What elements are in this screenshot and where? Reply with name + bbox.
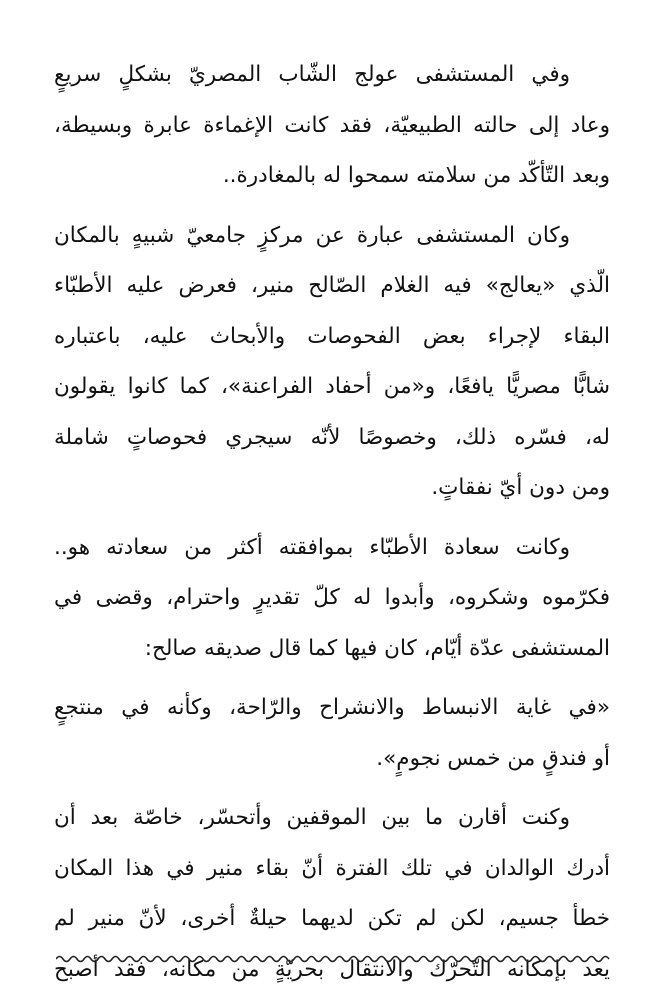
text-line: فكرّموه وشكروه، وأبدوا له كلّ تقديرٍ واحترام، وقضى في xyxy=(54,585,610,610)
text-line: المستشفى عدّة أيّام، كان فيها كما قال صديقه صالح: xyxy=(144,635,610,661)
page-body xyxy=(54,50,610,1004)
text-line: خطأ جسيم، لكن لم تكن لديهما حيلةٌ أخرى، لأنّ منير لم xyxy=(54,906,610,931)
paragraph-2 xyxy=(54,211,610,514)
text-line: أو فندقٍ من خمس نجومٍ». xyxy=(376,745,610,771)
text-line: شابًّا مصريًّا يافعًا، و«من أحفاد الفراعنة»، كما كانوا يقولون xyxy=(54,374,610,399)
paragraph-4-quote xyxy=(54,683,610,784)
paragraph-3 xyxy=(54,523,610,675)
text-line: وفي المستشفى عولج الشّاب المصريّ بشكلٍ سريعٍ xyxy=(54,62,570,87)
text-line: وكانت سعادة الأطبّاء بموافقته أكثر من سعادته هو.. xyxy=(54,534,570,560)
text-line: وعاد إلى حالته الطبيعيّة، فقد كانت الإغماءة عابرة وبسيطة، xyxy=(54,112,610,138)
text-line: الّذي «يعالج» فيه الغلام الصّالح منير، فعرض عليه الأطبّاء xyxy=(54,273,610,298)
text-line: له، فسّره ذلك، وخصوصًا لأنّه سيجري فحوصاتٍ شاملة xyxy=(54,424,610,450)
text-line: يعد بإمكانه التّحرّك والانتقال بحريّةٍ من مكانه، فقد أصبح xyxy=(54,956,610,982)
text-line: البقاء لإجراء بعض الفحوصات والأبحاث عليه، باعتباره xyxy=(54,323,610,349)
text-line: «في غاية الانبساط والانشراح والرّاحة، وكأنه في منتجعٍ xyxy=(54,695,610,720)
text-line: وكان المستشفى عبارة عن مركزٍ جامعيّ شبيهٍ بالمكان xyxy=(54,222,570,248)
text-line: وبعد التّأكّد من سلامته سمحوا له بالمغادرة.. xyxy=(222,163,610,188)
text-line: ومن دون أيّ نفقاتٍ. xyxy=(431,475,610,500)
text-line: أدرك الوالدان في تلك الفترة أنّ بقاء منير في هذا المكان xyxy=(54,855,610,881)
wavy-divider-icon xyxy=(56,952,610,966)
text-line: وكنت أقارن ما بين الموقفين وأتحسّر، خاصّة بعد أن xyxy=(54,805,570,830)
paragraph-1 xyxy=(54,50,610,202)
